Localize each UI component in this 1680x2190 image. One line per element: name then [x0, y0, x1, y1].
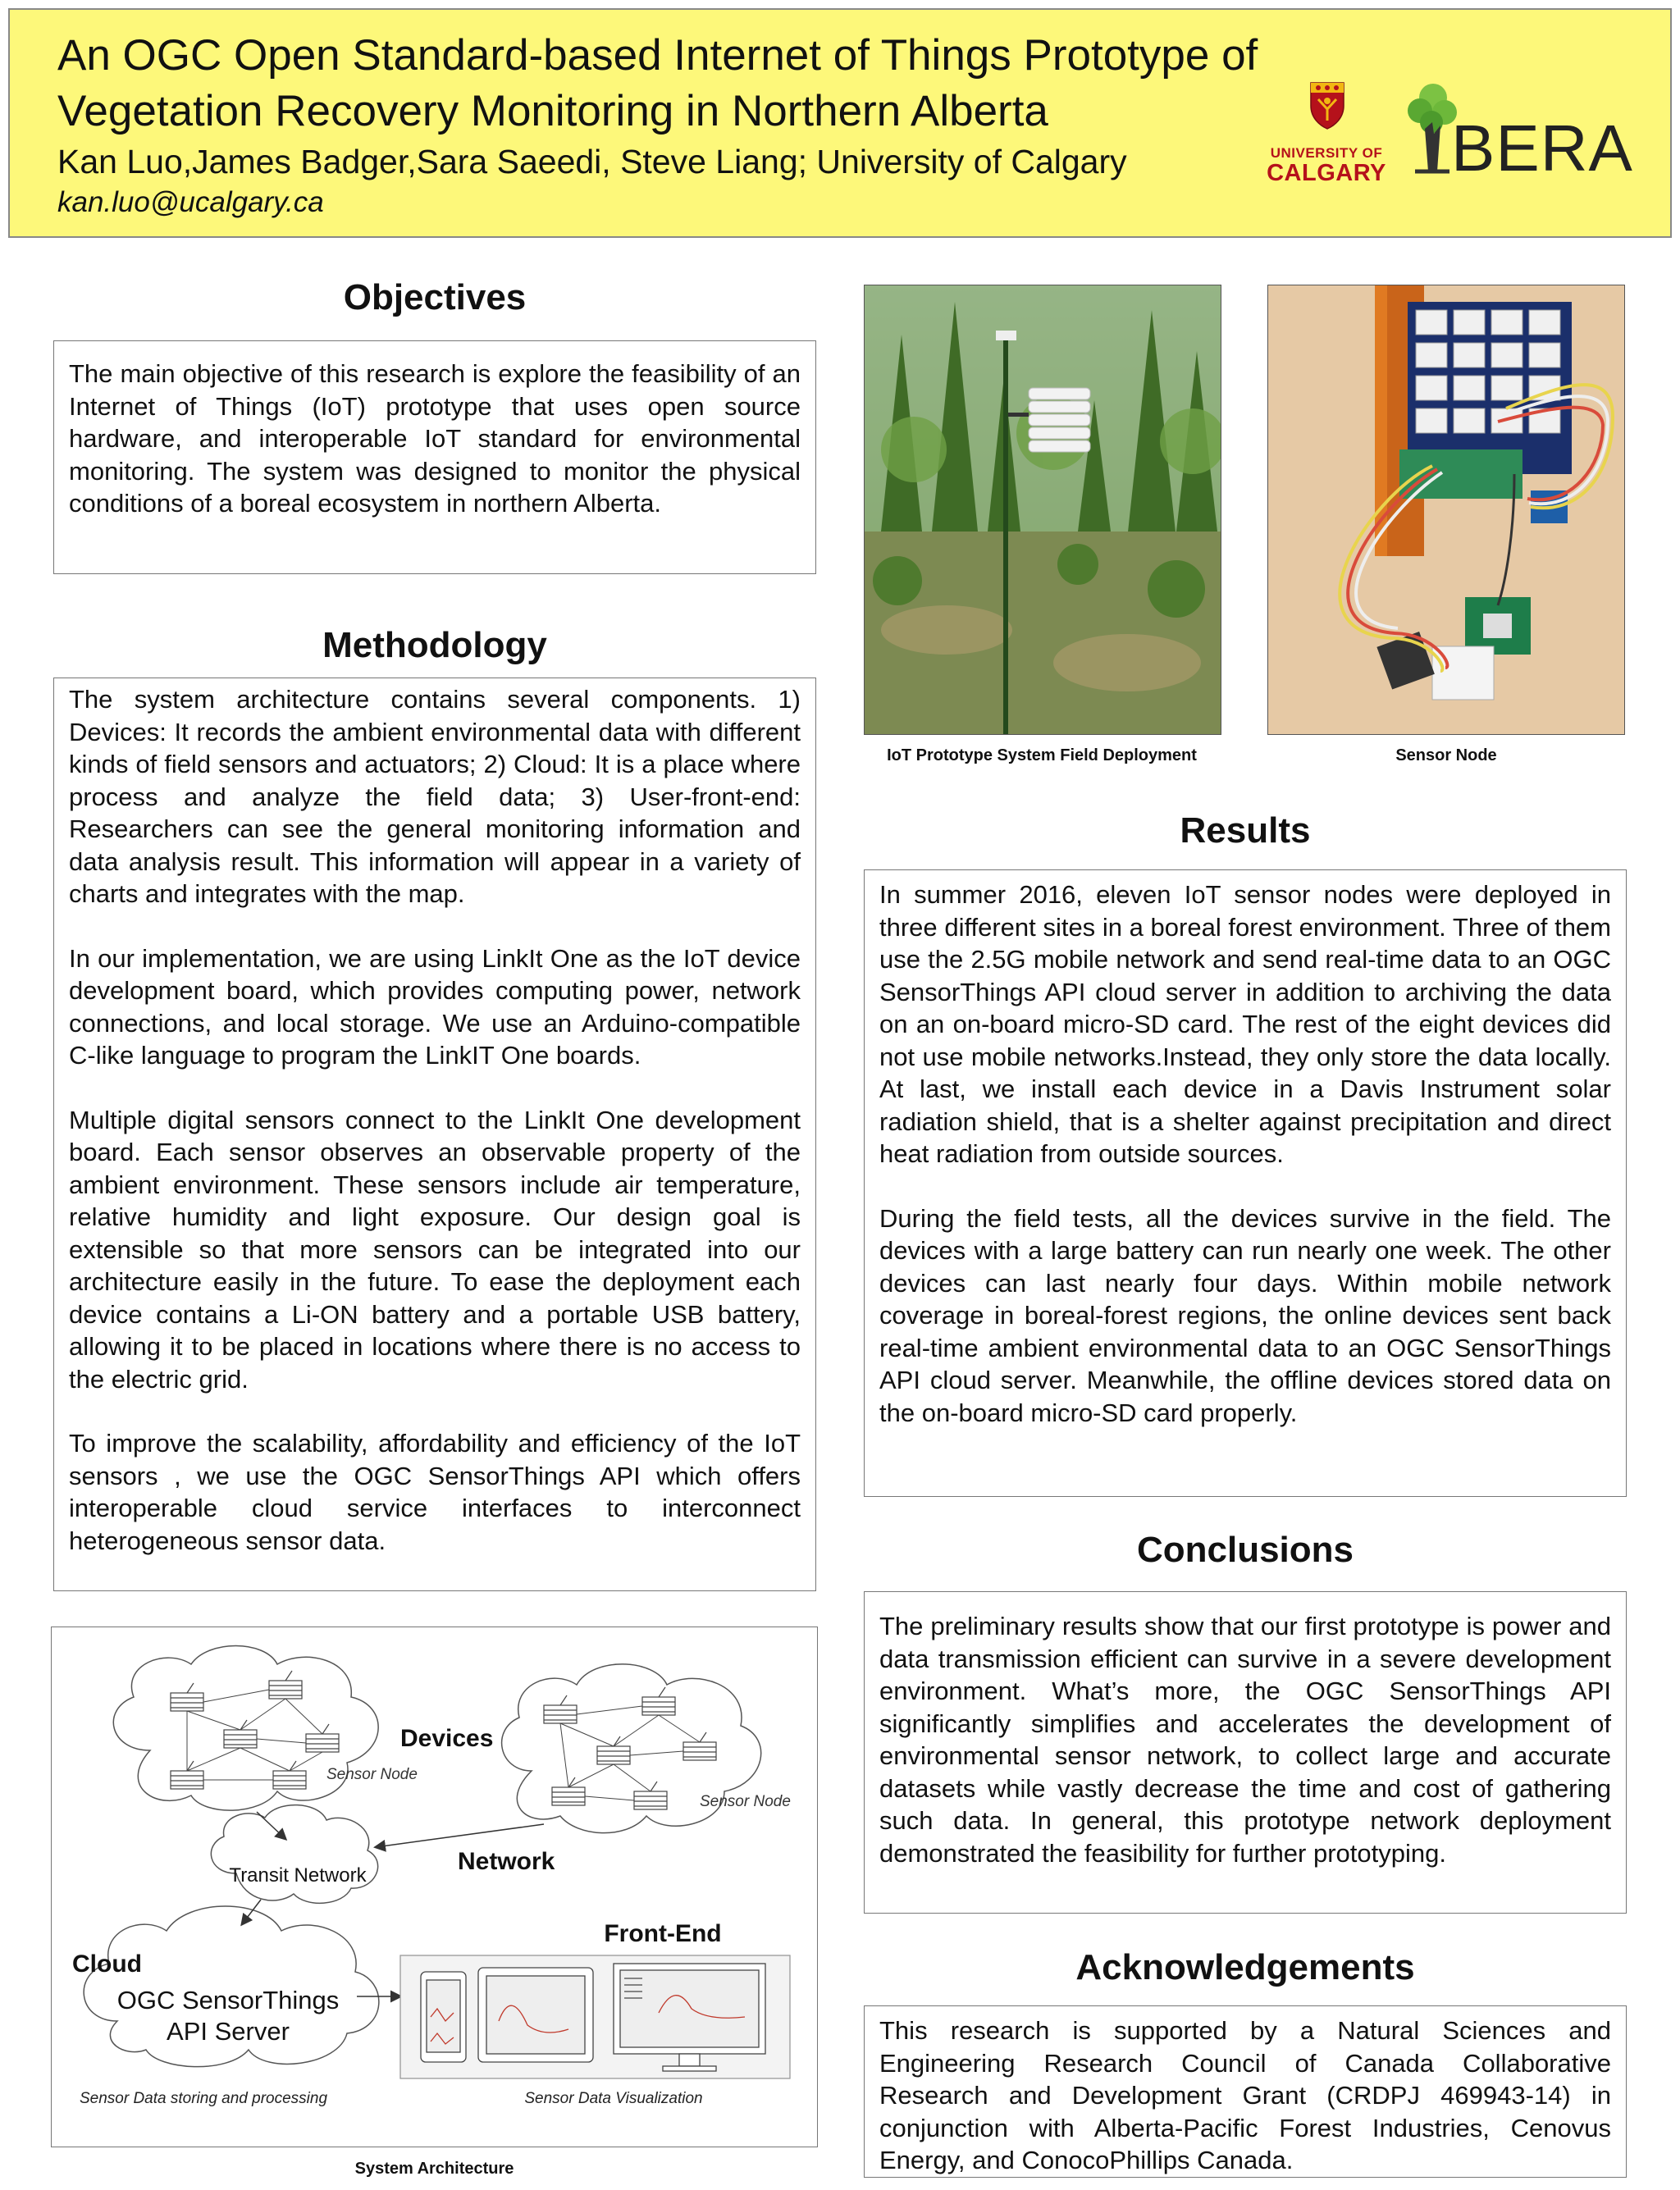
methodology-paragraph-4: To improve the scalability, affordability and efficiency of the IoT sensors , we use the OGC SensorThings API which offers interoperable cloud service interfaces to interconnect heterogeneous sensor data. [69, 1429, 801, 1555]
methodology-paragraph-3: Multiple digital sensors connect to the LinkIt One development board. Each sensor observes an observable property of the ambient environment. These sensors include air temperature, relative humidity and light exposure. Our design goal is extensible so that more sensors can be integrated into our architecture easily in the future. To ease the deployment each device contains a Li-ON battery and a portable USB battery, allowing it to be placed in locations where there is no access to the electric grid. [69, 1105, 801, 1394]
left-devices-cloud [113, 1646, 378, 1811]
frontend-label: Front-End [604, 1920, 722, 1947]
conclusions-heading: Conclusions [1136, 1530, 1354, 1570]
sensor-photo-svg [1268, 285, 1625, 735]
sensor-node-photo [1267, 285, 1625, 735]
field-photo-caption: IoT Prototype System Field Deployment [887, 746, 1197, 764]
server-label-line1: OGC SensorThings [116, 1986, 340, 2014]
sensor-node-left-label: Sensor Node [326, 1766, 418, 1783]
methodology-paragraph-2: In our implementation, we are using LinkIt One as the IoT device development board, which provides computing power, network connections, and local storage. We use an Arduino-compatible C-like language to program the LinkIT One boards. [69, 943, 801, 1070]
transit-network-label: Transit Network [229, 1864, 367, 1887]
results-paragraph-2: During the field tests, all the devices survive in the field. The devices with a large battery can run nearly one week. The other devices can last nearly four days. Within mobile network coverage in boreal-forest regions, the online devices sent back real-time ambient environmental data to an OGC SensorThings API cloud server. Meanwhile, the offline devices stored data on the on-board micro-SD card properly. [879, 1203, 1611, 1427]
field-deployment-photo [864, 285, 1221, 735]
sensor-node-right-label: Sensor Node [700, 1793, 791, 1810]
conclusions-box [864, 1591, 1627, 1914]
results-paragraph-1: In summer 2016, eleven IoT sensor nodes were deployed in three different sites in a boreal forest environment. Three of them use the 2.5G mobile network and send real-time data to an OGC SensorThings API cloud server in addition to archiving the data on an on-board micro-SD card. The rest of the eight devices did not use mobile networks.Instead, they only store the data locally. At last, we install each device in a Davis Instrument solar radiation shield, that is a shelter against precipitation and direct heat radiation from outside sources. [879, 880, 1611, 1168]
objectives-heading: Objectives [343, 277, 527, 317]
bera-logo [1400, 80, 1633, 186]
network-label: Network [458, 1848, 555, 1875]
poster-title: An OGC Open Standard-based Internet of Things Prototype of Vegetation Recovery Monitoring in Northern Alberta [57, 31, 1258, 135]
devices-label: Devices [400, 1725, 494, 1752]
cloud-label: Cloud [72, 1950, 142, 1978]
uc-logo-line2: CALGARY [1267, 160, 1386, 186]
acknowledgements-box [864, 2005, 1627, 2178]
results-box [864, 869, 1627, 1497]
methodology-box [53, 678, 816, 1591]
poster-header [8, 8, 1672, 238]
methodology-heading: Methodology [322, 625, 547, 665]
acknowledgements-heading: Acknowledgements [1075, 1947, 1415, 1987]
objectives-box [53, 340, 816, 574]
methodology-paragraph-1: The system architecture contains several components. 1) Devices: It records the ambient environmental data with different kinds of field sensors and actuators; 2) Cloud: It is a place where process and analyze the field data; 3) User-front-end: Researchers can see the general monitoring information and data analysis result. This information will appear in a variety of charts and integrates with the map. [69, 685, 801, 908]
architecture-caption: System Architecture [354, 2160, 514, 2178]
poster-authors: Kan Luo,James Badger,Sara Saeedi, Steve Liang; University of Calgary [57, 143, 1127, 180]
acknowledgements-paragraph: This research is supported by a Natural Sciences and Engineering Research Council of Canada Collaborative Research and Development Grant (CRDPJ 469943-14) in conjunction with Alberta-Pacific Forest Industries, Cenovus Energy, and ConocoPhillips Canada. [879, 2016, 1611, 2174]
field-photo-svg [865, 285, 1221, 735]
arrow-right-to-transit [376, 1824, 544, 1847]
university-of-calgary-logo [1261, 80, 1392, 186]
storing-caption: Sensor Data storing and processing [79, 2090, 328, 2107]
objectives-paragraph: The main objective of this research is explore the feasibility of an Internet of Things (IoT) prototype that uses open source hardware, and interoperable IoT standard for environmental monitoring. The system was designed to monitor the physical conditions of a boreal ecosystem in northern Alberta. [69, 359, 801, 518]
uc-logo-line1: UNIVERSITY OF [1270, 145, 1383, 161]
uc-crest-icon [1308, 80, 1346, 130]
visualization-caption: Sensor Data Visualization [524, 2090, 703, 2107]
author-email[interactable]: kan.luo@ucalgary.ca [57, 186, 324, 218]
conclusions-paragraph: The preliminary results show that our first prototype is power and data transmission efficient can survive in a severe development environment. What’s more, the OGC SensorThings API significantly simplifies and accelerates the development of environmental sensor network, to collect large and accurate datasets while vastly decrease the time and cost of gathering such data. In general, this prototype network deployment demonstrated the feasibility for further prototyping. [879, 1612, 1611, 1868]
sensor-photo-caption: Sensor Node [1395, 746, 1497, 764]
transit-network-cloud [211, 1805, 377, 1904]
results-heading: Results [1180, 810, 1311, 851]
system-architecture-diagram [51, 1627, 818, 2147]
bera-logo-text: BERA [1451, 112, 1633, 185]
architecture-svg [52, 1627, 819, 2148]
server-label-line2: API Server [167, 2017, 290, 2046]
frontend-devices [400, 1955, 790, 2078]
